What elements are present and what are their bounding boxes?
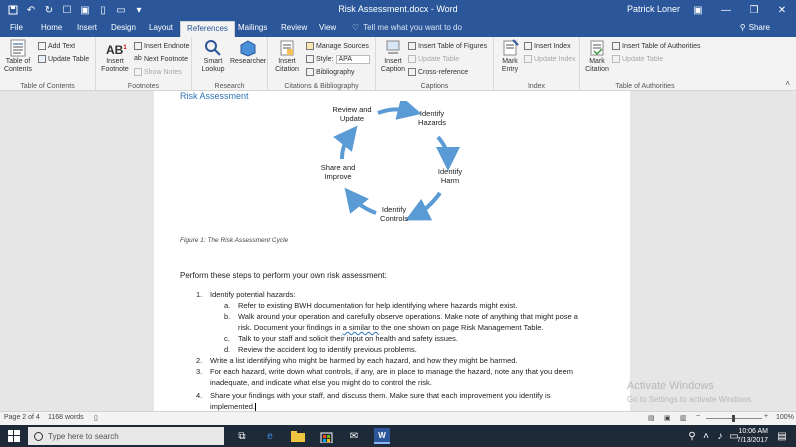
- group-table-of-contents: Table of Contents Add Text Update Table Table of Contents: [0, 37, 96, 91]
- ribbon-display-icon[interactable]: ▣: [693, 4, 703, 16]
- share-button[interactable]: [740, 23, 770, 32]
- tab-references[interactable]: References: [180, 21, 235, 37]
- tab-view[interactable]: View: [319, 23, 337, 32]
- volume-icon[interactable]: ♪: [717, 430, 723, 442]
- next-footnote-icon: ab: [134, 55, 142, 62]
- store-icon[interactable]: [318, 428, 334, 444]
- update-table-authorities-button[interactable]: Update Table: [612, 54, 663, 64]
- list-item: 2. Write a list identifying who might be harmed by each hazard, and how they might be harmed.: [196, 356, 518, 365]
- update-table-button[interactable]: Update Table: [38, 54, 89, 64]
- list-item: a. Refer to existing BWH documentation for help identifying where hazards might exist.: [224, 301, 518, 310]
- person-icon: ⚲: [739, 23, 746, 32]
- table-of-contents-icon: [9, 39, 27, 57]
- cycle-node-controls: Identify Controls: [380, 205, 408, 223]
- update-index-button[interactable]: Update Index: [524, 54, 576, 64]
- show-notes-button[interactable]: Show Notes: [134, 67, 182, 77]
- risk-cycle-diagram: [320, 101, 470, 237]
- figure-caption: Figure 1: The Risk Assessment Cycle: [180, 237, 289, 244]
- redo-icon[interactable]: ↻: [44, 4, 54, 16]
- search-placeholder: Type here to search: [48, 431, 119, 441]
- taskbar-clock[interactable]: 10:06 AM 7/13/2017: [736, 428, 768, 444]
- arrow-harm-to-controls: [416, 193, 440, 215]
- zoom-slider[interactable]: [706, 418, 762, 419]
- task-view-icon[interactable]: ⧉: [238, 430, 246, 442]
- status-bar: [0, 411, 796, 425]
- endnote-icon: [134, 42, 142, 50]
- manage-sources-button[interactable]: Manage Sources: [306, 41, 369, 51]
- cycle-node-harm: Identify Harm: [437, 167, 463, 185]
- document-heading: Risk Assessment: [180, 91, 249, 101]
- cross-reference-icon: [408, 68, 416, 76]
- bibliography-icon: [306, 68, 314, 76]
- group-captions: Insert Caption Insert Table of Figures Update Table Cross-reference Captions: [376, 37, 494, 91]
- insert-index-button[interactable]: Insert Index: [524, 41, 571, 51]
- add-text-button[interactable]: Add Text: [38, 41, 75, 51]
- insert-footnote-button[interactable]: $AB^1$ Insert Footnote: [98, 39, 132, 74]
- group-citations-bibliography: Insert Citation Manage Sources Style: APA Bibliography Citations & Bibliography: [268, 37, 376, 91]
- maximize-icon[interactable]: ❐: [749, 4, 759, 16]
- add-text-icon: [38, 42, 46, 50]
- minimize-icon[interactable]: —: [721, 4, 731, 16]
- list-item: 4. Share your findings with your staff, and discuss them. Make sure that each improvement you identify is: [196, 391, 551, 400]
- insert-citation-button[interactable]: Insert Citation: [270, 39, 304, 74]
- manage-sources-icon: [306, 42, 314, 50]
- cycle-node-hazards: Identify Hazards: [418, 109, 446, 127]
- save-icon[interactable]: [6, 3, 20, 17]
- title-bar: [0, 0, 796, 20]
- zoom-level[interactable]: 100%: [776, 414, 794, 421]
- document-area: [0, 91, 796, 411]
- insert-table-of-figures-button[interactable]: Insert Table of Figures: [408, 41, 487, 51]
- document-page[interactable]: [154, 91, 630, 411]
- insert-citation-icon: [278, 39, 296, 57]
- style-dropdown[interactable]: APA: [336, 55, 370, 64]
- group-index: Mark Entry Insert Index Update Index Index: [494, 37, 580, 91]
- edge-browser-icon[interactable]: e: [267, 430, 273, 442]
- group-research: Smart Lookup Researcher Research: [192, 37, 268, 91]
- tell-me-box[interactable]: [352, 23, 462, 32]
- footnote-icon: $AB^1$: [106, 43, 127, 57]
- smart-lookup-icon: [204, 39, 222, 57]
- close-icon[interactable]: ✕: [777, 4, 787, 16]
- file-explorer-icon[interactable]: [290, 428, 306, 444]
- activation-watermark: Activate Windows Go to Settings to activate Windows.: [627, 380, 754, 404]
- network-icon[interactable]: ▭: [729, 430, 739, 442]
- open-icon[interactable]: ▭: [116, 4, 126, 16]
- cycle-node-share: Share and Improve: [320, 163, 356, 181]
- list-item: c. Talk to your staff and solicit their input on health and safety issues.: [224, 334, 458, 343]
- style-selector[interactable]: Style: APA: [306, 54, 370, 64]
- list-item: 3. For each hazard, write down what controls, if any, are in place to manage the hazard, note any that you deem: [196, 367, 573, 376]
- group-footnotes: $AB^1$ Insert Footnote Insert Endnote ab Next Footnote Show Notes Footnotes: [96, 37, 192, 91]
- intro-paragraph: Perform these steps to perform your own risk assessment:: [180, 271, 387, 280]
- mark-entry-button[interactable]: Mark Entry: [496, 39, 524, 74]
- next-footnote-button[interactable]: ab Next Footnote: [134, 55, 188, 63]
- list-item: inadequate, and indicate what else you might do to control the risk.: [210, 378, 432, 387]
- group-table-of-authorities: Mark Citation Insert Table of Authorities Update Table Table of Authorities: [580, 37, 710, 91]
- mark-citation-button[interactable]: Mark Citation: [582, 39, 612, 74]
- ribbon-tabs: [0, 20, 796, 37]
- document-title: Risk Assessment.docx - Word: [338, 4, 458, 14]
- insert-table-of-authorities-button[interactable]: Insert Table of Authorities: [612, 41, 700, 51]
- arrow-share-to-review: [342, 135, 350, 159]
- new-doc-icon[interactable]: ▯: [100, 4, 106, 16]
- tab-layout[interactable]: Layout: [149, 23, 174, 32]
- list-item: 1. Identify potential hazards:: [196, 290, 296, 299]
- people-icon[interactable]: ⚲: [688, 430, 696, 442]
- insert-caption-button[interactable]: Insert Caption: [378, 39, 408, 74]
- list-item: b. Walk around your operation and carefully observe operations. Make note of anything that might pose a: [224, 312, 578, 321]
- tab-home[interactable]: Home: [41, 23, 63, 32]
- update-table-figures-button[interactable]: Update Table: [408, 54, 459, 64]
- table-of-figures-icon: [408, 42, 416, 50]
- update-table-authorities-icon: [612, 55, 620, 63]
- word-count[interactable]: 1168 words: [48, 414, 84, 421]
- tab-insert[interactable]: Insert: [77, 23, 98, 32]
- mark-citation-icon: [588, 39, 606, 57]
- tab-file[interactable]: File: [10, 23, 23, 32]
- update-table-icon: [38, 55, 46, 63]
- cross-reference-button[interactable]: Cross-reference: [408, 67, 468, 77]
- proofing-icon[interactable]: ▯: [94, 415, 98, 422]
- cortana-icon: [34, 432, 43, 441]
- ribbon: [0, 37, 796, 91]
- mark-entry-icon: [501, 39, 519, 57]
- list-item: d. Review the accident log to identify previous problems.: [224, 345, 417, 354]
- chevron-up-icon[interactable]: ˄: [703, 430, 709, 442]
- insert-caption-icon: [384, 39, 402, 57]
- show-notes-icon: [134, 68, 142, 76]
- table-of-contents-button[interactable]: Table of Contents: [2, 39, 34, 74]
- undo-icon[interactable]: ↶: [26, 4, 36, 16]
- windows-start-icon[interactable]: [6, 428, 22, 444]
- action-center-icon[interactable]: ▤: [777, 430, 787, 442]
- customize-icon[interactable]: ▾: [136, 4, 142, 16]
- update-index-icon: [524, 55, 532, 63]
- touch-mode-icon[interactable]: ☐: [62, 4, 72, 16]
- style-icon: [306, 55, 314, 63]
- read-mode-icon[interactable]: ▤: [648, 415, 655, 422]
- smart-lookup-button[interactable]: Smart Lookup: [198, 39, 228, 74]
- tab-design[interactable]: Design: [111, 23, 136, 32]
- arrow-review-to-hazards: [378, 109, 410, 113]
- cycle-node-review: Review and Update: [332, 105, 372, 123]
- tab-mailings[interactable]: Mailings: [238, 23, 268, 32]
- word-app-icon[interactable]: W: [374, 428, 390, 444]
- arrow-hazards-to-harm: [438, 137, 448, 159]
- lightbulb-icon: ♡: [352, 23, 360, 32]
- list-item: implemented.: [210, 402, 256, 411]
- zoom-thumb[interactable]: [732, 415, 735, 422]
- zoom-out-icon[interactable]: −: [696, 413, 701, 420]
- bibliography-button[interactable]: Bibliography: [306, 67, 355, 77]
- quick-access-toolbar: [6, 3, 146, 17]
- table-of-authorities-icon: [612, 42, 620, 50]
- insert-index-icon: [524, 42, 532, 50]
- mail-icon[interactable]: ✉: [349, 430, 359, 442]
- share-label: Share: [748, 23, 770, 32]
- update-table-figures-icon: [408, 55, 416, 63]
- taskbar: [0, 425, 796, 447]
- collapse-ribbon-icon[interactable]: ˄: [785, 79, 790, 88]
- zoom-in-icon[interactable]: +: [764, 413, 769, 420]
- list-item: risk. Document your findings in a similar to the one shown on page Risk Management Table.: [238, 323, 544, 332]
- researcher-icon: [239, 39, 257, 57]
- page-count[interactable]: Page 2 of 4: [4, 414, 40, 421]
- print-preview-icon[interactable]: ▣: [80, 4, 90, 16]
- user-name[interactable]: Patrick Loner: [626, 4, 680, 14]
- web-layout-icon[interactable]: ▥: [680, 415, 687, 422]
- text-cursor: [255, 403, 256, 411]
- insert-endnote-button[interactable]: Insert Endnote: [134, 41, 190, 51]
- grammar-flag[interactable]: a similar to: [342, 323, 379, 332]
- taskbar-search-box[interactable]: [28, 427, 224, 445]
- tell-me-text: Tell me what you want to do: [363, 23, 462, 32]
- print-layout-icon[interactable]: ▣: [664, 415, 671, 422]
- researcher-button[interactable]: Researcher: [230, 39, 266, 66]
- tab-review[interactable]: Review: [281, 23, 308, 32]
